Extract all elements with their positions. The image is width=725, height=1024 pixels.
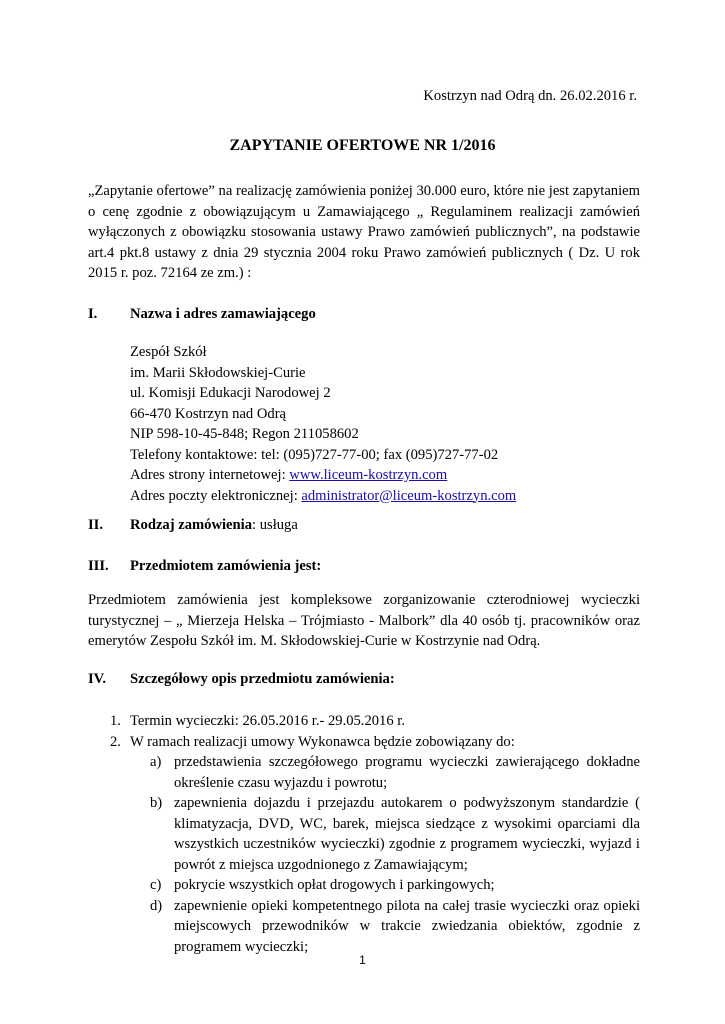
sub-item-text: zapewnienia dojazdu i przejazdu autokarem o podwyższonym standardzie ( klimatyzacja, DVD, WC, barek, miejsca siedzące z wysokimi oparciami dla wszystkich uczestników wycieczki) zgodnie z programem wycieczki, wyjazd i powrót z miejsca uzgodnionego z Zamawiającym; xyxy=(174,795,640,873)
page-number: 1 xyxy=(359,953,366,967)
item-number: 2. xyxy=(110,733,121,750)
document-title: ZAPYTANIE OFERTOWE NR 1/2016 xyxy=(229,137,496,154)
address-www-line xyxy=(130,465,516,486)
section-title: Przedmiotem zamówienia jest: xyxy=(130,558,322,574)
section-3-heading xyxy=(88,556,321,577)
details-list xyxy=(110,711,640,752)
section-number: III. xyxy=(88,558,109,574)
section-2-heading xyxy=(88,515,298,536)
email-label: Adres poczty elektronicznej: xyxy=(130,487,302,504)
address-email-line xyxy=(130,486,516,507)
address-name: Zespół Szkół xyxy=(130,344,207,360)
item-text: Termin wycieczki: 26.05.2016 r.- 29.05.2016 r. xyxy=(130,713,405,729)
section-number: I. xyxy=(88,306,98,322)
sub-item-letter: d) xyxy=(150,897,163,914)
email-link[interactable]: administrator@liceum-kostrzyn.com xyxy=(301,487,517,504)
address-phones: Telefony kontaktowe: tel: (095)727-77-00; fax (095)727-77-02 xyxy=(130,446,499,463)
contracting-authority-address xyxy=(130,342,516,506)
sub-item xyxy=(150,896,640,958)
section-number: II. xyxy=(88,517,104,533)
subject-paragraph: Przedmiotem zamówienia jest kompleksowe zorganizowanie czterodniowej wycieczki turystycznej – „ Mierzeja Helska – Trójmiasto - Malbork” dla 40 osób tj. pracowników oraz emerytów Zespołu Szkół im. M. Skłodowskiej-Curie w Kostrzynie nad Odrą. xyxy=(88,592,640,649)
obligations-sublist xyxy=(150,752,640,957)
sub-item xyxy=(150,793,640,875)
section-title: Szczegółowy opis przedmiotu zamówienia: xyxy=(130,671,395,687)
address-patron: im. Marii Skłodowskiej-Curie xyxy=(130,364,306,381)
intro-paragraph: „Zapytanie ofertowe” na realizację zamówienia poniżej 30.000 euro, które nie jest zapytaniem o cenę zgodnie z obowiązującym u Zamawiającego „ Regulaminem realizacji zamówień wyłączonych z obowiązku stosowania ustawy Prawo zamówień publicznych”, na podstawie art.4 pkt.8 ustawy z dnia 29 stycznia 2004 roku Prawo zamówień publicznych ( Dz. U rok 2015 r. poz. 72164 ze zm.) : xyxy=(88,183,640,281)
website-link[interactable]: www.liceum-kostrzyn.com xyxy=(289,467,448,483)
section-4-heading xyxy=(88,669,395,690)
address-nip: NIP 598-10-45-848; Regon 211058602 xyxy=(130,426,359,442)
sub-item-text: zapewnienie opieki kompetentnego pilota na całej trasie wycieczki oraz opieki miejscowych przewodników w trakcie zwiedzania obiektów, zgodnie z programem wycieczki; xyxy=(174,897,640,955)
sub-item-letter: b) xyxy=(150,795,163,811)
item-text: W ramach realizacji umowy Wykonawca będzie zobowiązany do: xyxy=(130,733,515,750)
section-title: Nazwa i adres zamawiającego xyxy=(130,306,316,322)
date-line: Kostrzyn nad Odrą dn. 26.02.2016 r. xyxy=(423,88,637,104)
sub-item-letter: a) xyxy=(150,754,162,770)
address-city: 66-470 Kostrzyn nad Odrą xyxy=(130,405,287,422)
section-1-heading xyxy=(88,304,316,325)
section-title: Rodzaj zamówienia xyxy=(130,517,253,533)
sub-item-letter: c) xyxy=(150,877,162,893)
sub-item-text: przedstawienia szczegółowego programu wycieczki zawierającego dokładne określenie czasu wyjazdu i powrotu; xyxy=(174,754,640,791)
address-street: ul. Komisji Edukacji Narodowej 2 xyxy=(130,385,331,401)
sub-item-text: pokrycie wszystkich opłat drogowych i parkingowych; xyxy=(174,877,495,893)
sub-item xyxy=(150,875,640,896)
list-item xyxy=(110,732,640,753)
www-label: Adres strony internetowej: xyxy=(130,467,290,483)
item-number: 1. xyxy=(110,713,121,729)
sub-item xyxy=(150,752,640,793)
order-type-value: : usługa xyxy=(252,517,298,533)
section-number: IV. xyxy=(88,671,106,687)
list-item xyxy=(110,711,640,732)
